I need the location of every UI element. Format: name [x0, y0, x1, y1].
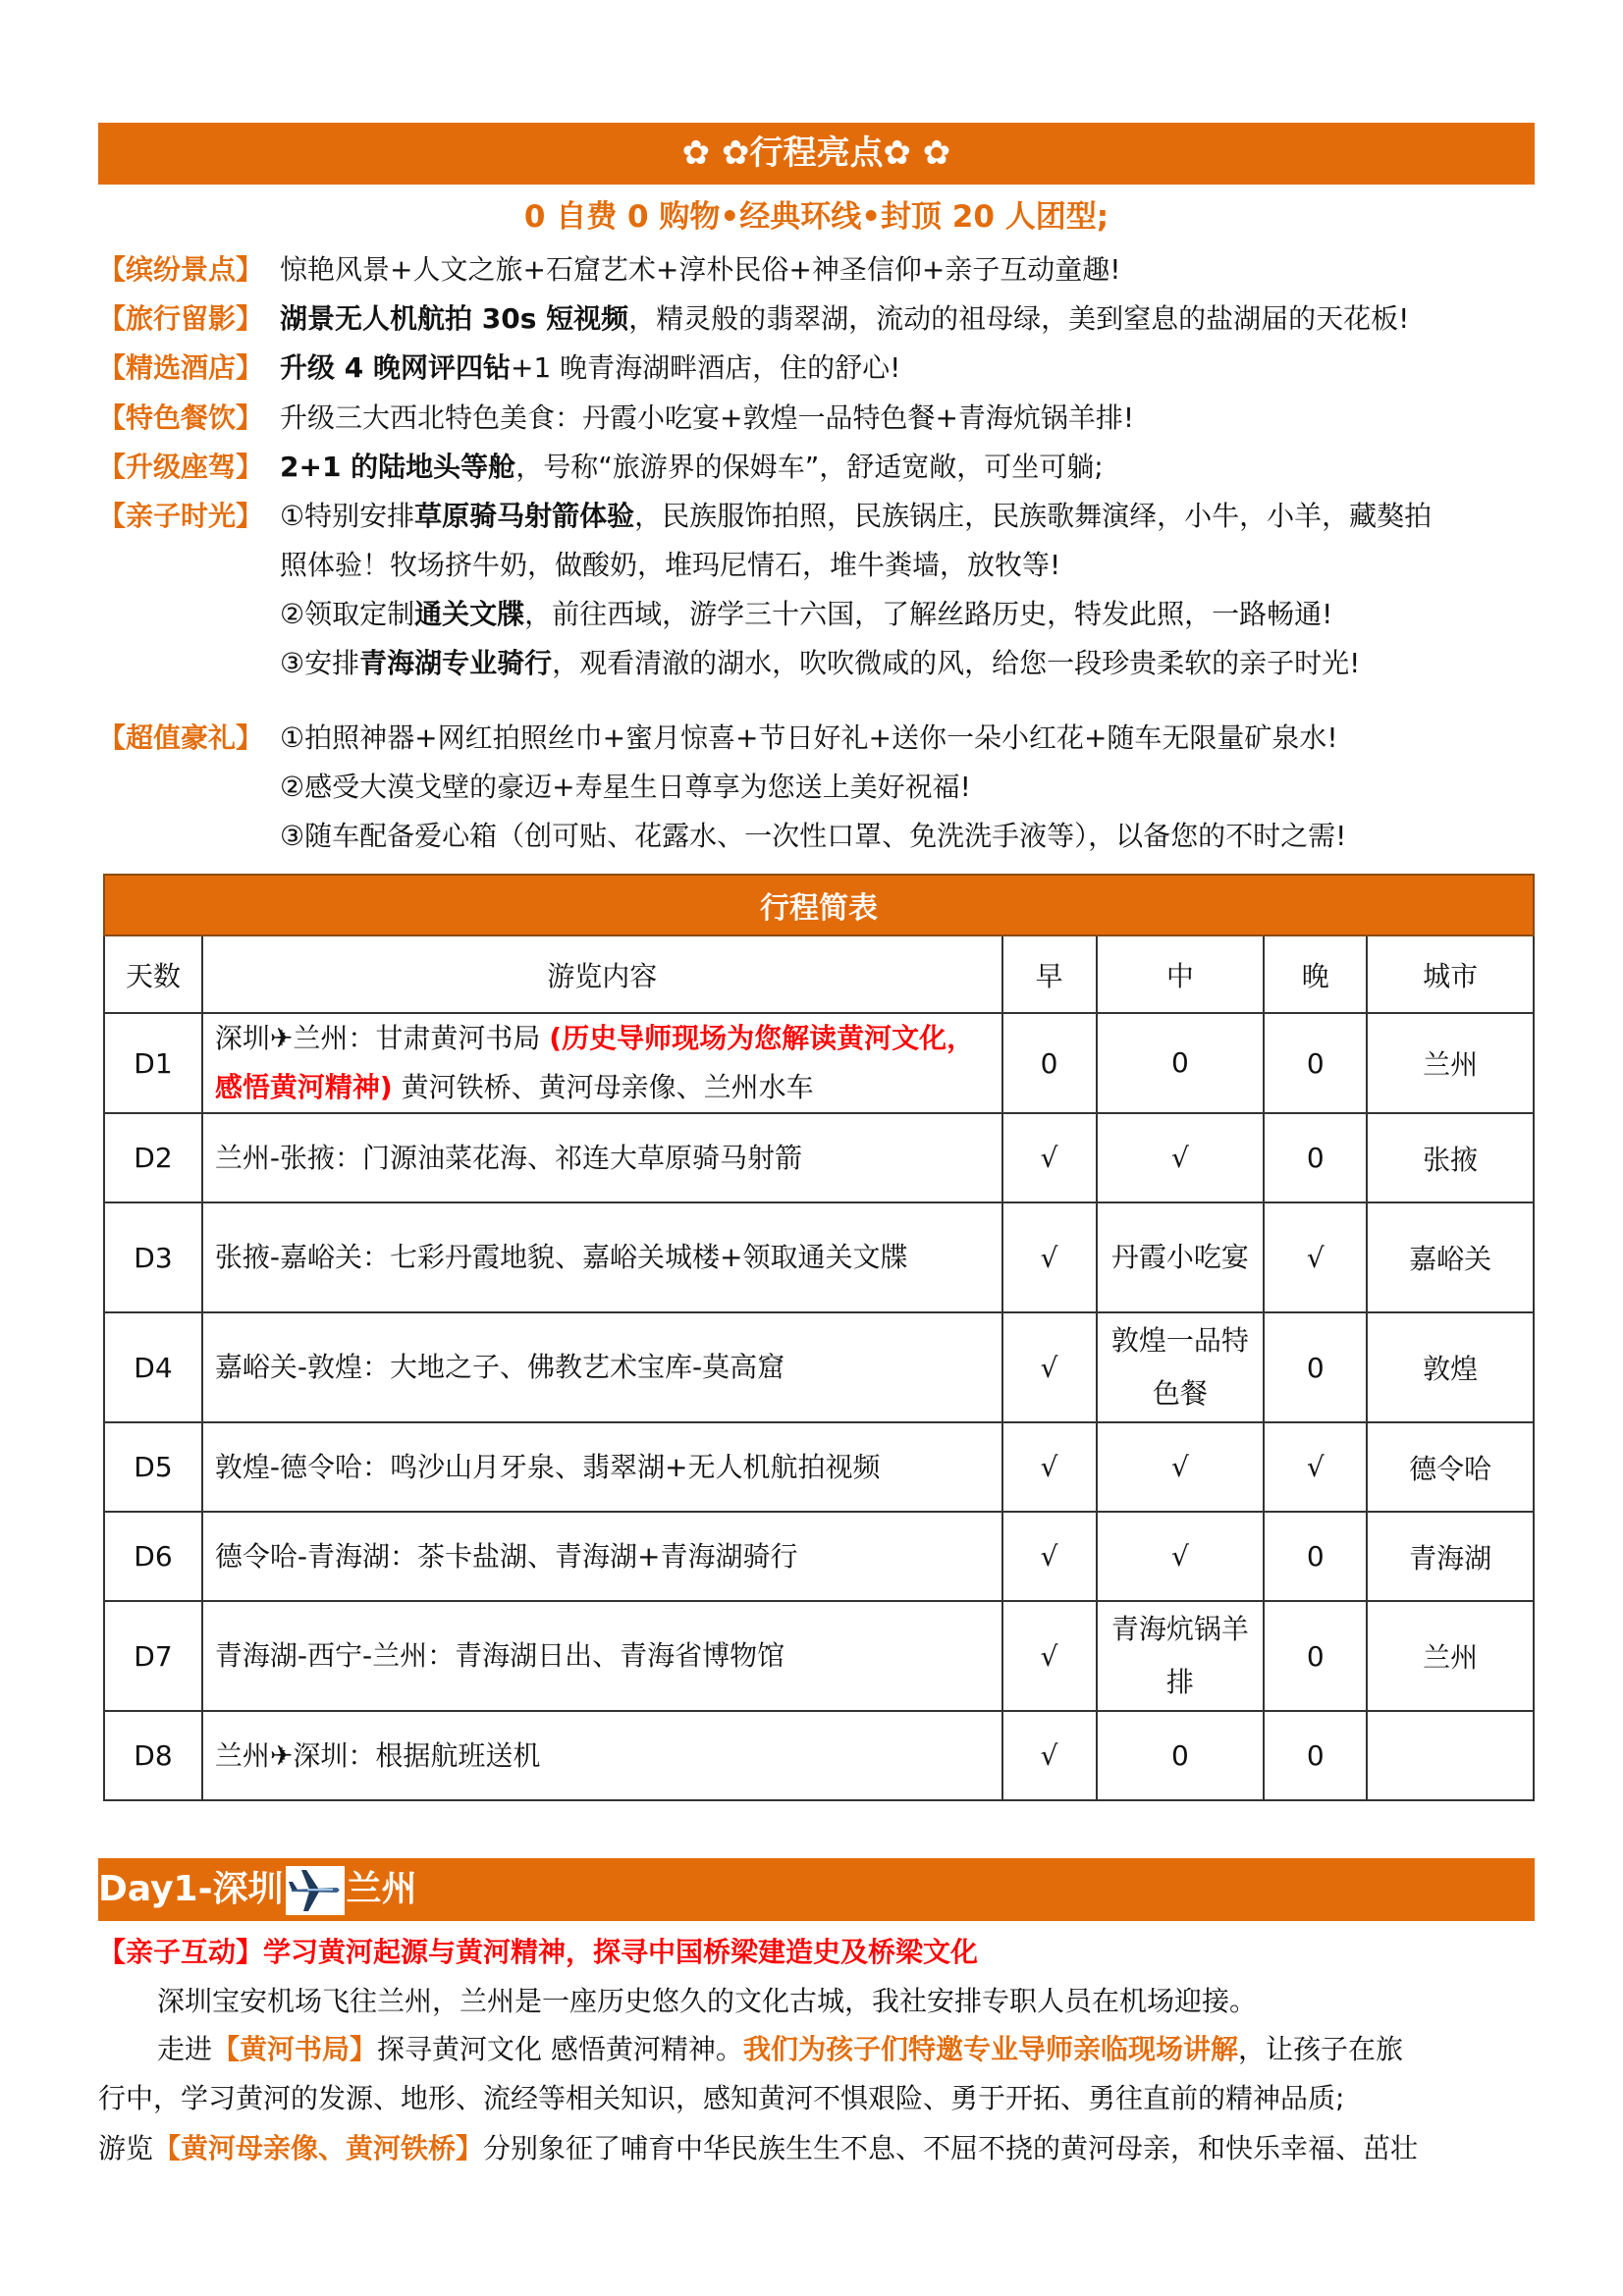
text: ，让孩子在旅: [1237, 2033, 1403, 2065]
cell-breakfast: √: [1002, 1601, 1097, 1711]
highlight-line: [280, 541, 1542, 590]
cell-content: [202, 1202, 1002, 1312]
header-lunch: 中: [1097, 935, 1265, 1013]
highlight-line: [280, 590, 1542, 639]
highlight-item: [98, 294, 1542, 344]
highlight-text: [280, 714, 1542, 861]
schedule-title: 行程简表: [104, 875, 1534, 935]
highlight-line: [280, 245, 1542, 294]
highlight-line: [280, 812, 1542, 861]
table-row: [104, 1312, 1534, 1422]
cell-day: D2: [104, 1113, 202, 1202]
text: +1 晚青海湖畔酒店，住的舒心!: [510, 351, 901, 384]
bold-text: 湖景无人机航拍 30s 短视频: [280, 302, 629, 335]
text: ②感受大漠戈壁的豪迈+寿星生日尊享为您送上美好祝福!: [280, 771, 971, 803]
text: 分别象征了哺育中华民族生生不息、不屈不挠的黄河母亲，和快乐幸福、茁壮: [483, 2132, 1419, 2164]
table-row: [104, 1202, 1534, 1312]
text: 兰州✈深圳：根据航班送机: [214, 1738, 541, 1772]
day1-theme: 【亲子互动】学习黄河起源与黄河精神，探寻中国桥梁建造史及桥梁文化: [98, 1936, 979, 1968]
cell-breakfast: √: [1002, 1113, 1097, 1202]
cell-dinner: 0: [1264, 1711, 1367, 1800]
cell-content: [202, 1711, 1002, 1800]
header-city: 城市: [1367, 935, 1534, 1013]
highlight-label: 【缤纷景点】: [98, 253, 264, 286]
day1-title-bar: [98, 1858, 1535, 1921]
cell-content: [202, 1422, 1002, 1512]
cell-dinner: √: [1264, 1422, 1367, 1512]
cell-lunch: 丹霞小吃宴: [1097, 1202, 1265, 1312]
cell-dinner: 0: [1264, 1013, 1367, 1113]
bold-text: 2+1 的陆地头等舱: [280, 451, 516, 483]
highlight-line: [280, 639, 1542, 688]
cell-city: 张掖: [1367, 1113, 1534, 1202]
text: 惊艳风景+人文之旅+石窟艺术+淳朴民俗+神圣信仰+亲子互动童趣!: [280, 253, 1121, 286]
airplane-icon: [286, 1866, 345, 1915]
cell-day: D8: [104, 1711, 202, 1800]
cell-city: [1367, 1711, 1534, 1800]
text: ，精灵般的翡翠湖，流动的祖母绿，美到窒息的盐湖届的天花板!: [628, 302, 1410, 335]
highlight-text: [280, 344, 1542, 393]
cell-city: 德令哈: [1367, 1422, 1534, 1512]
highlight-line: [280, 763, 1542, 812]
cell-lunch: √: [1097, 1113, 1265, 1202]
cell-city: 青海湖: [1367, 1512, 1534, 1601]
cell-breakfast: 0: [1002, 1013, 1097, 1113]
highlights-subtitle: 0 自费 0 购物•经典环线•封顶 20 人团型;: [523, 199, 1109, 235]
highlight-line: [280, 443, 1542, 492]
header-breakfast: 早: [1002, 935, 1097, 1013]
highlight-line: [280, 714, 1542, 763]
text: 德令哈-青海湖：茶卡盐湖、青海湖+青海湖骑行: [214, 1539, 798, 1573]
day1-paragraph-2: [98, 2025, 1594, 2074]
bold-text: 通关文牒: [414, 598, 525, 630]
day1-title-to: 兰州: [346, 1869, 417, 1909]
highlight-text: [280, 294, 1542, 344]
highlight-item: [98, 394, 1542, 443]
table-row: [104, 1711, 1534, 1800]
highlight-line: [280, 394, 1542, 443]
highlight-text: [280, 492, 1542, 688]
text: 嘉峪关-敦煌：大地之子、佛教艺术宝库-莫高窟: [214, 1351, 785, 1383]
highlight-label: 【精选酒店】: [98, 351, 264, 384]
highlight-item: [98, 492, 1542, 688]
highlight-text: (历史导师现场为您解读黄河文化，感悟黄河精神): [214, 1022, 975, 1103]
cell-dinner: √: [1264, 1202, 1367, 1312]
text: 深圳✈兰州：甘肃黄河书局: [214, 1022, 550, 1054]
highlight-item: [98, 344, 1542, 393]
highlight-line: [280, 344, 1542, 393]
cell-day: D5: [104, 1422, 202, 1512]
schedule-table: [103, 874, 1535, 1801]
day1-title-from: Day1-深圳: [98, 1869, 284, 1909]
cell-city: 嘉峪关: [1367, 1202, 1534, 1312]
highlights-title: ✿ ✿行程亮点✿ ✿: [681, 133, 951, 173]
highlight-label: 【升级座驾】: [98, 451, 264, 483]
table-row: [104, 1113, 1534, 1202]
text: 黄河铁桥、黄河母亲像、兰州水车: [392, 1071, 814, 1103]
highlight-item: [98, 714, 1542, 861]
cell-content: [202, 1113, 1002, 1202]
text: 张掖-嘉峪关：七彩丹霞地貌、嘉峪关城楼+领取通关文牒: [214, 1241, 908, 1273]
cell-breakfast: √: [1002, 1422, 1097, 1512]
cell-lunch: 青海炕锅羊排: [1097, 1601, 1265, 1711]
text: ，民族服饰拍照，民族锅庄，民族歌舞演绎，小牛，小羊，藏獒拍: [634, 500, 1433, 532]
text: 敦煌-德令哈：鸣沙山月牙泉、翡翠湖+无人机航拍视频: [214, 1450, 881, 1483]
text: ②领取定制: [280, 598, 415, 630]
header-dinner: 晚: [1264, 935, 1367, 1013]
cell-dinner: 0: [1264, 1512, 1367, 1601]
highlight-label: 【超值豪礼】: [98, 721, 264, 754]
bold-text: 草原骑马射箭体验: [414, 500, 635, 532]
text: 照体验！牧场挤牛奶，做酸奶，堆玛尼情石，堆牛粪墙，放牧等!: [280, 549, 1061, 581]
text: 升级三大西北特色美食：丹霞小吃宴+敦煌一品特色餐+青海炕锅羊排!: [280, 401, 1135, 434]
bold-text: 青海湖专业骑行: [359, 647, 553, 679]
cell-breakfast: √: [1002, 1312, 1097, 1422]
highlight-text: [280, 443, 1542, 492]
cell-lunch: 0: [1097, 1013, 1265, 1113]
text: ，前往西域，游学三十六国，了解丝路历史，特发此照，一路畅通!: [524, 598, 1333, 630]
text: ③随车配备爱心箱（创可贴、花露水、一次性口罩、免洗洗手液等），以备您的不时之需!: [280, 820, 1347, 852]
cell-content: [202, 1512, 1002, 1601]
highlight-text: [280, 394, 1542, 443]
cell-lunch: 0: [1097, 1711, 1265, 1800]
text: ，号称“旅游界的保姆车”，舒适宽敞，可坐可躺;: [515, 451, 1104, 483]
cell-day: D3: [104, 1202, 202, 1312]
cell-lunch: √: [1097, 1422, 1265, 1512]
cell-dinner: 0: [1264, 1601, 1367, 1711]
cell-content: [202, 1312, 1002, 1422]
cell-city: 兰州: [1367, 1601, 1534, 1711]
text: ①特别安排: [280, 500, 415, 532]
highlight-line: [280, 492, 1542, 541]
table-row: [104, 1512, 1534, 1601]
cell-breakfast: √: [1002, 1711, 1097, 1800]
highlight-label: 【特色餐饮】: [98, 401, 264, 434]
cell-dinner: 0: [1264, 1312, 1367, 1422]
cell-content: [202, 1601, 1002, 1711]
cell-breakfast: √: [1002, 1512, 1097, 1601]
day1-paragraph-1: 深圳宝安机场飞往兰州，兰州是一座历史悠久的文化古城，我社安排专职人员在机场迎接。: [157, 1985, 1258, 2017]
text: ③安排: [280, 647, 360, 679]
highlight-guide: 我们为孩子们特邀专业导师亲临现场讲解: [742, 2033, 1238, 2065]
highlight-landmarks: 【黄河母亲像、黄河铁桥】: [153, 2132, 484, 2164]
highlight-item: [98, 245, 1542, 294]
cell-day: D4: [104, 1312, 202, 1422]
cell-city: 兰州: [1367, 1013, 1534, 1113]
highlight-label: 【旅行留影】: [98, 302, 264, 335]
text: ，观看清澈的湖水，吹吹微咸的风，给您一段珍贵柔软的亲子时光!: [552, 647, 1361, 679]
text: 探寻黄河文化 感悟黄河精神。: [377, 2033, 743, 2065]
cell-day: D7: [104, 1601, 202, 1711]
highlight-yellow-river-bookstore: 【黄河书局】: [212, 2033, 378, 2065]
table-row: [104, 1013, 1534, 1113]
header-day: 天数: [104, 935, 202, 1013]
cell-dinner: 0: [1264, 1113, 1367, 1202]
table-row: [104, 1422, 1534, 1512]
cell-breakfast: √: [1002, 1202, 1097, 1312]
highlight-item: [98, 443, 1542, 492]
header-content: 游览内容: [202, 935, 1002, 1013]
highlights-title-bar: [98, 123, 1535, 185]
cell-day: D1: [104, 1013, 202, 1113]
day1-paragraph-4: [98, 2124, 1535, 2173]
text: 游览: [98, 2132, 154, 2164]
table-row: [104, 1601, 1534, 1711]
highlight-label: 【亲子时光】: [98, 500, 264, 532]
text: 青海湖-西宁-兰州：青海湖日出、青海省博物馆: [214, 1639, 785, 1672]
text: ①拍照神器+网红拍照丝巾+蜜月惊喜+节日好礼+送你一朵小红花+随车无限量矿泉水!: [280, 721, 1338, 754]
cell-city: 敦煌: [1367, 1312, 1534, 1422]
bold-text: 升级 4 晚网评四钻: [280, 351, 511, 384]
cell-day: D6: [104, 1512, 202, 1601]
day1-paragraph-3: 行中，学习黄河的发源、地形、流经等相关知识，感知黄河不惧艰险、勇于开拓、勇往直前的精神品质;: [98, 2082, 1345, 2114]
cell-lunch: √: [1097, 1512, 1265, 1601]
highlight-text: [280, 245, 1542, 294]
cell-content: [202, 1013, 1002, 1113]
highlight-line: [280, 294, 1542, 344]
text: 走进: [157, 2033, 213, 2065]
cell-lunch: 敦煌一品特色餐: [1097, 1312, 1265, 1422]
text: 兰州-张掖：门源油菜花海、祁连大草原骑马射箭: [214, 1141, 803, 1174]
schedule-header-row: [104, 935, 1534, 1013]
